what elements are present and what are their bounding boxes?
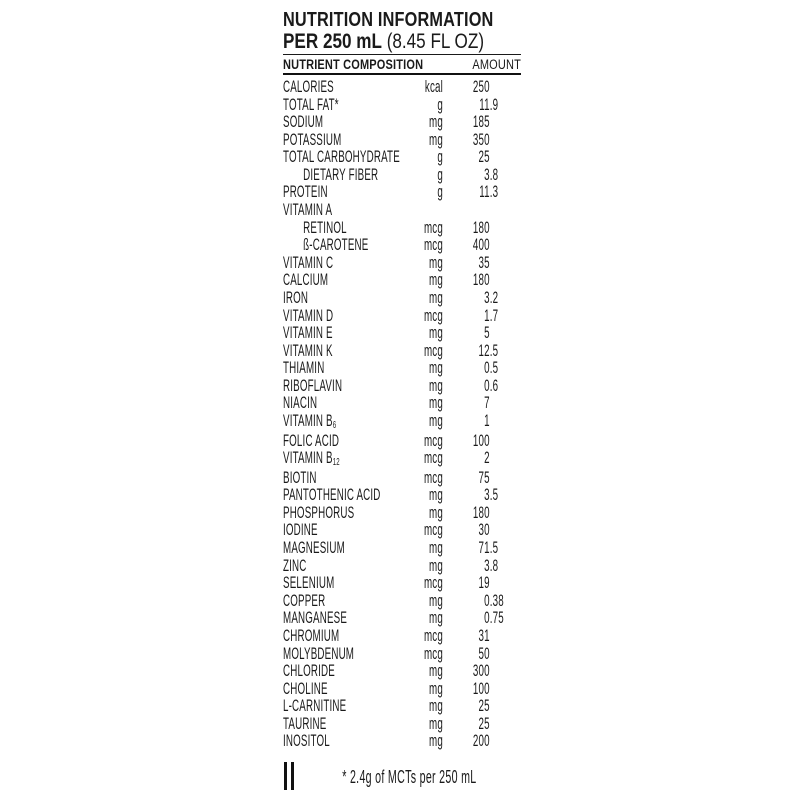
- table-row: [283, 255, 520, 273]
- nutrient-amount-int: 11: [479, 95, 490, 114]
- nutrient-unit: mg: [429, 271, 443, 290]
- nutrient-amount-frac: [490, 149, 520, 167]
- nutrient-amount-int: 180: [472, 218, 490, 237]
- nutrient-amount-frac: .2: [489, 288, 499, 307]
- nutrient-label: SELENIUM: [283, 574, 335, 593]
- nutrient-unit: g: [437, 148, 443, 167]
- panel-header: [283, 9, 521, 75]
- table-row: [283, 184, 520, 202]
- nutrient-unit: mg: [429, 288, 443, 307]
- nutrient-amount-int: 7: [484, 394, 490, 413]
- nutrient-unit: mcg: [423, 626, 443, 645]
- footnote-wrap: [283, 767, 520, 788]
- nutrient-amount-int: 5: [484, 324, 490, 343]
- table-row: [283, 237, 520, 255]
- table-row: [283, 575, 520, 593]
- nutrient-amount-frac: .7: [489, 306, 499, 325]
- table-row: [283, 733, 520, 751]
- serving-size-fl-oz: (8.45 FL OZ): [381, 30, 485, 53]
- nutrient-amount-int: 71: [478, 539, 490, 558]
- serving-size: [283, 31, 521, 53]
- nutrient-amount-frac: [490, 663, 520, 681]
- nutrient-unit: kcal: [424, 78, 443, 96]
- nutrient-amount-int: 2: [484, 449, 490, 468]
- table-row: [283, 470, 520, 488]
- table-row: [283, 522, 520, 540]
- nutrient-unit: g: [437, 183, 443, 202]
- nutrient-label: IODINE: [283, 521, 318, 540]
- nutrient-amount-int: 3: [484, 486, 490, 505]
- nutrient-unit: mcg: [423, 449, 443, 468]
- table-row: [283, 698, 520, 716]
- nutrient-label: POTASSIUM: [283, 130, 342, 149]
- nutrient-amount-int: 200: [472, 732, 490, 751]
- nutrient-amount-frac: [490, 733, 520, 751]
- nutrient-unit: mg: [429, 394, 443, 413]
- nutrient-label: DIETARY FIBER: [303, 165, 379, 184]
- nutrient-label: COPPER: [283, 591, 326, 610]
- nutrient-unit: mg: [429, 130, 443, 149]
- nutrient-unit: mcg: [423, 341, 443, 360]
- table-row: [283, 149, 520, 167]
- nutrient-amount-frac: [490, 522, 520, 540]
- registration-bar: [284, 762, 287, 790]
- nutrient-amount-int: 180: [472, 503, 490, 522]
- mct-footnote: * 2.4g of MCTs per 250 mL: [342, 766, 477, 787]
- nutrient-amount-int: 180: [472, 271, 490, 290]
- nutrient-amount-int: 0: [484, 609, 490, 628]
- nutrient-amount-int: 300: [472, 662, 490, 681]
- column-header-nutrient: NUTRIENT COMPOSITION: [283, 57, 424, 72]
- nutrient-amount-int: 3: [484, 165, 490, 184]
- table-row: [283, 558, 520, 576]
- nutrient-label: CALCIUM: [283, 271, 329, 290]
- nutrient-label: CHLORIDE: [283, 662, 335, 681]
- nutrient-amount-frac: .9: [489, 95, 499, 114]
- table-row: [283, 395, 520, 413]
- table-row: [283, 114, 520, 132]
- nutrient-amount-frac: [490, 716, 520, 734]
- nutrient-amount-int: 50: [478, 644, 490, 663]
- nutrient-amount-frac: .38: [489, 591, 504, 610]
- nutrient-label: BIOTIN: [283, 468, 317, 487]
- nutrient-amount-frac: [490, 114, 520, 132]
- nutrient-amount-frac: [490, 433, 520, 451]
- nutrient-amount-frac: .5: [489, 486, 499, 505]
- nutrient-label: VITAMIN E: [283, 324, 333, 343]
- nutrient-amount-int: 400: [472, 236, 490, 255]
- nutrient-amount-frac: .6: [489, 376, 499, 395]
- nutrient-label: IRON: [283, 288, 309, 307]
- nutrient-label: TAURINE: [283, 714, 327, 733]
- nutrient-amount-frac: [490, 450, 520, 470]
- nutrient-amount-frac: [490, 681, 520, 699]
- nutrient-unit: mcg: [423, 574, 443, 593]
- nutrient-unit: mg: [429, 539, 443, 558]
- nutrient-amount-int: 12: [478, 341, 490, 360]
- table-row: [283, 646, 520, 664]
- table-row: [283, 325, 520, 343]
- nutrient-label: MAGNESIUM: [283, 539, 345, 558]
- nutrient-amount-int: 3: [484, 288, 490, 307]
- table-row: [283, 681, 520, 699]
- nutrient-amount-int: 185: [472, 113, 490, 132]
- nutrient-unit: mcg: [423, 306, 443, 325]
- panel-title: NUTRITION INFORMATION: [283, 9, 494, 31]
- nutrient-amount-frac: [490, 698, 520, 716]
- column-header-amount: AMOUNT: [472, 57, 521, 72]
- nutrient-amount-frac: .5: [489, 539, 499, 558]
- nutrient-amount-int: 350: [472, 130, 490, 149]
- nutrient-amount-int: 0: [484, 591, 490, 610]
- table-row: [283, 79, 520, 97]
- nutrient-amount-int: 19: [478, 574, 490, 593]
- nutrient-amount-frac: .75: [489, 609, 504, 628]
- nutrient-amount-frac: [490, 220, 520, 238]
- table-row: [283, 628, 520, 646]
- nutrient-amount-frac: [490, 325, 520, 343]
- nutrient-label: PHOSPHORUS: [283, 503, 355, 522]
- registration-mark: [284, 762, 294, 790]
- nutrient-label: VITAMIN K: [283, 341, 333, 360]
- nutrient-amount-int: 100: [472, 679, 490, 698]
- table-row: [283, 505, 520, 523]
- nutrient-label: VITAMIN $B_6$: [283, 411, 337, 431]
- nutrient-unit: mg: [429, 714, 443, 733]
- nutrient-label: VITAMIN C: [283, 253, 334, 272]
- nutrient-amount-frac: [490, 413, 520, 433]
- nutrient-amount-int: 31: [478, 626, 490, 645]
- nutrient-label: L-CARNITINE: [283, 697, 347, 716]
- nutrient-amount-frac: [490, 470, 520, 488]
- nutrient-unit: mg: [429, 411, 443, 430]
- nutrient-unit: mg: [429, 591, 443, 610]
- nutrient-label: CALORIES: [283, 78, 334, 96]
- nutrient-unit: mg: [429, 324, 443, 343]
- nutrient-label: MANGANESE: [283, 609, 348, 628]
- nutrient-amount-frac: [490, 237, 520, 255]
- nutrient-amount-frac: [490, 628, 520, 646]
- nutrient-unit: mg: [429, 662, 443, 681]
- table-row: [283, 610, 520, 628]
- table-row: [283, 450, 520, 470]
- nutrient-amount-frac: [490, 575, 520, 593]
- table-row: [283, 540, 520, 558]
- nutrient-amount-int: 0: [484, 359, 490, 378]
- nutrient-label: NIACIN: [283, 394, 318, 413]
- table-row: [283, 413, 520, 433]
- nutrient-unit: mg: [429, 113, 443, 132]
- nutrient-unit: mg: [429, 486, 443, 505]
- serving-size-volume: PER 250 mL: [283, 30, 382, 53]
- nutrient-amount-int: 1: [484, 306, 490, 325]
- nutrient-label: RIBOFLAVIN: [283, 376, 343, 395]
- nutrient-amount-frac: .5: [489, 359, 499, 378]
- table-row: [283, 308, 520, 326]
- nutrient-label: VITAMIN $B_{12}$: [283, 449, 340, 468]
- nutrient-amount-frac: .8: [489, 165, 499, 184]
- nutrient-unit: g: [437, 95, 443, 114]
- nutrient-amount-int: 3: [484, 556, 490, 575]
- nutrient-amount-int: 250: [472, 78, 490, 96]
- table-row: [283, 593, 520, 611]
- nutrient-unit: g: [437, 165, 443, 184]
- nutrient-label: TOTAL CARBOHYDRATE: [283, 148, 400, 167]
- column-header-row: [283, 55, 521, 72]
- table-row: [283, 132, 520, 150]
- nutrient-unit: mg: [429, 359, 443, 378]
- nutrient-unit: mg: [429, 697, 443, 716]
- nutrient-label: TOTAL FAT*: [283, 95, 339, 114]
- nutrient-label: ZINC: [283, 556, 307, 575]
- table-row: [283, 167, 520, 185]
- nutrient-unit: mcg: [423, 236, 443, 255]
- nutrient-amount-int: 35: [478, 253, 490, 272]
- nutrient-label: THIAMIN: [283, 359, 325, 378]
- table-row: [283, 272, 520, 290]
- nutrient-amount-frac: [490, 646, 520, 664]
- nutrient-amount-int: 75: [478, 468, 490, 487]
- nutrient-unit: mg: [429, 376, 443, 395]
- nutrient-amount-frac: .5: [489, 341, 499, 360]
- nutrient-unit: mg: [429, 609, 443, 628]
- nutrient-unit: mcg: [423, 218, 443, 237]
- nutrient-label: ß-CAROTENE: [303, 236, 369, 255]
- nutrition-panel: [283, 9, 683, 788]
- nutrient-unit: [378, 202, 443, 220]
- nutrient-unit: mcg: [423, 521, 443, 540]
- nutrient-amount-int: 0: [484, 376, 490, 395]
- nutrient-amount-frac: [490, 79, 520, 97]
- table-row: [283, 433, 520, 451]
- nutrient-label: CHROMIUM: [283, 626, 340, 645]
- registration-bar: [291, 762, 294, 790]
- table-row: [283, 716, 520, 734]
- nutrient-unit: mg: [429, 679, 443, 698]
- nutrient-amount-frac: [490, 505, 520, 523]
- table-row: [283, 290, 520, 308]
- nutrient-label: PROTEIN: [283, 183, 328, 202]
- nutrient-amount-int: 25: [478, 714, 490, 733]
- table-row: [283, 220, 520, 238]
- table-row: [283, 378, 520, 396]
- nutrient-label: MOLYBDENUM: [283, 644, 355, 663]
- nutrient-amount-frac: [490, 202, 520, 220]
- table-row: [283, 663, 520, 681]
- nutrient-label: INOSITOL: [283, 732, 330, 751]
- nutrient-amount-frac: [490, 272, 520, 290]
- nutrient-amount-int: 11: [479, 183, 490, 202]
- nutrient-unit: mg: [429, 556, 443, 575]
- nutrient-amount-int: 25: [478, 697, 490, 716]
- nutrient-amount-int: 25: [478, 148, 490, 167]
- nutrient-amount-int: 1: [484, 411, 490, 430]
- nutrient-label: RETINOL: [303, 218, 347, 237]
- nutrient-label: PANTOTHENIC ACID: [283, 486, 381, 505]
- nutrient-amount-frac: [490, 255, 520, 273]
- table-row: [283, 487, 520, 505]
- table-row: [283, 202, 520, 220]
- nutrient-amount-int: 100: [472, 431, 490, 450]
- nutrient-amount-frac: [490, 395, 520, 413]
- nutrient-unit: mcg: [423, 431, 443, 450]
- table-row: [283, 97, 520, 115]
- nutrient-label: FOLIC ACID: [283, 431, 340, 450]
- nutrient-label: VITAMIN A: [283, 201, 333, 220]
- nutrient-amount-frac: [490, 132, 520, 150]
- nutrient-unit: mcg: [423, 468, 443, 487]
- nutrient-amount-frac: .3: [489, 183, 499, 202]
- nutrient-amount-int: [443, 202, 490, 220]
- nutrient-label: SODIUM: [283, 113, 324, 132]
- table-row: [283, 343, 520, 361]
- nutrient-label: VITAMIN D: [283, 306, 334, 325]
- nutrient-amount-int: 30: [478, 521, 490, 540]
- table-row: [283, 360, 520, 378]
- divider-thick: [283, 73, 521, 75]
- nutrient-rows: [283, 79, 520, 751]
- nutrient-unit: mg: [429, 732, 443, 751]
- nutrient-label: CHOLINE: [283, 679, 328, 698]
- nutrient-unit: mg: [429, 503, 443, 522]
- nutrient-amount-frac: .8: [489, 556, 499, 575]
- nutrient-unit: mg: [429, 253, 443, 272]
- nutrient-unit: mcg: [423, 644, 443, 663]
